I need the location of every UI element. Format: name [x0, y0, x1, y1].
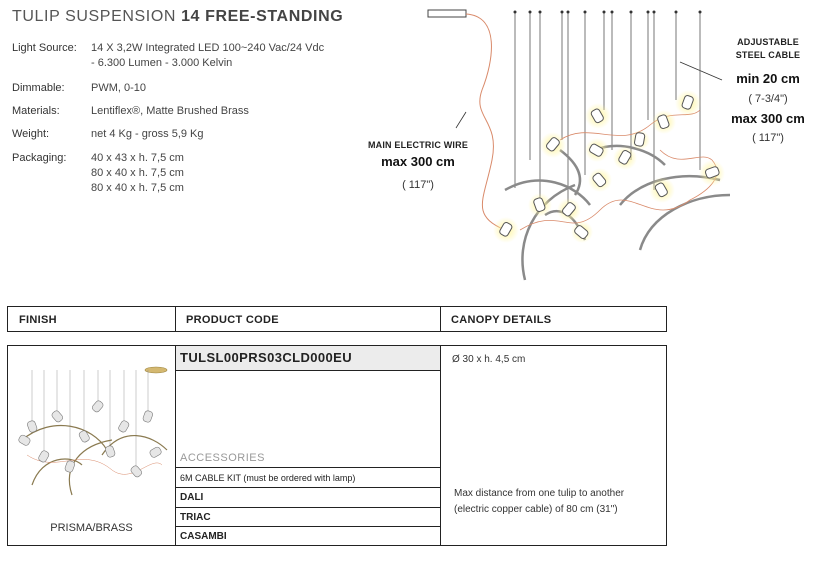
- canopy-shape: [428, 10, 466, 17]
- spec-value-weight: net 4 Kg - gross 5,9 Kg: [91, 128, 204, 140]
- accessory-triac: TRIAC: [180, 512, 211, 523]
- steel-max: max 300 cm: [731, 111, 805, 126]
- accessories-label: ACCESSORIES: [180, 452, 265, 464]
- header-product-code: PRODUCT CODE: [175, 306, 441, 332]
- steel-min: min 20 cm: [736, 71, 800, 86]
- canopy-note-line-1: Max distance from one tulip to another: [454, 488, 625, 499]
- spec-label-weight: Weight:: [12, 128, 50, 140]
- canopy-note-line-2: (electric copper cable) of 80 cm (31"): [454, 504, 618, 515]
- tulip-lights: [493, 90, 725, 243]
- spec-value-packaging: [91, 151, 184, 196]
- title-bold: 14 FREE-STANDING: [181, 8, 344, 25]
- row-divider: [175, 507, 440, 508]
- steel-min-inch: ( 7-3/4"): [748, 93, 788, 105]
- spec-label-light-source: Light Source:: [12, 42, 77, 54]
- spec-value-dimmable: PWM, 0-10: [91, 82, 147, 94]
- spec-label-dimmable: Dimmable:: [12, 82, 65, 94]
- spec-line: 40 x 43 x h. 7,5 cm: [91, 152, 184, 164]
- electric-wire-max: max 300 cm: [381, 154, 455, 169]
- column-divider: [175, 345, 176, 546]
- electric-wire-label: MAIN ELECTRIC WIRE: [367, 140, 469, 150]
- steel-cable-label-1: ADJUSTABLE: [737, 37, 799, 47]
- spec-value-materials: Lentiflex®, Matte Brushed Brass: [91, 105, 249, 117]
- accessory-dali: DALI: [180, 492, 204, 503]
- accessory-casambi: CASAMBI: [180, 531, 227, 542]
- row-divider: [175, 526, 440, 527]
- header-finish: FINISH: [7, 306, 176, 332]
- page-title: [12, 8, 343, 26]
- steel-cable-pointer: [680, 62, 722, 80]
- row-divider: [175, 487, 440, 488]
- product-code: TULSL00PRS03CLD000EU: [180, 350, 352, 365]
- spec-label-packaging: Packaging:: [12, 152, 67, 164]
- canopy-size: Ø 30 x h. 4,5 cm: [452, 354, 526, 365]
- spec-label-materials: Materials:: [12, 105, 60, 117]
- column-divider: [440, 345, 441, 546]
- row-divider: [175, 467, 440, 468]
- steel-max-inch: ( 117"): [752, 132, 784, 144]
- cable-tops: [514, 11, 702, 14]
- electric-wire-line: [466, 14, 505, 230]
- spec-line: - 6.300 Lumen - 3.000 Kelvin: [91, 57, 233, 69]
- spec-line: 14 X 3,2W Integrated LED 100~240 Vac/24 Vdc: [91, 42, 325, 54]
- accessory-cable-kit: 6M CABLE KIT (must be ordered with lamp): [180, 473, 356, 483]
- spec-value-light-source: [91, 41, 324, 71]
- spec-line: 80 x 40 x h. 7,5 cm: [91, 167, 184, 179]
- header-canopy-details: CANOPY DETAILS: [440, 306, 667, 332]
- spec-line: 80 x 40 x h. 7,5 cm: [91, 182, 184, 194]
- finish-thumbnail-image: [12, 355, 172, 515]
- finish-name: PRISMA/BRASS: [50, 522, 133, 534]
- title-light: TULIP SUSPENSION: [12, 8, 177, 25]
- row-divider: [175, 370, 440, 371]
- electric-wire-inch: ( 117"): [402, 179, 434, 191]
- electric-wire-pointer: [456, 112, 466, 128]
- steel-cable-label-2: STEEL CABLE: [735, 50, 801, 60]
- copper-wire: [560, 110, 700, 140]
